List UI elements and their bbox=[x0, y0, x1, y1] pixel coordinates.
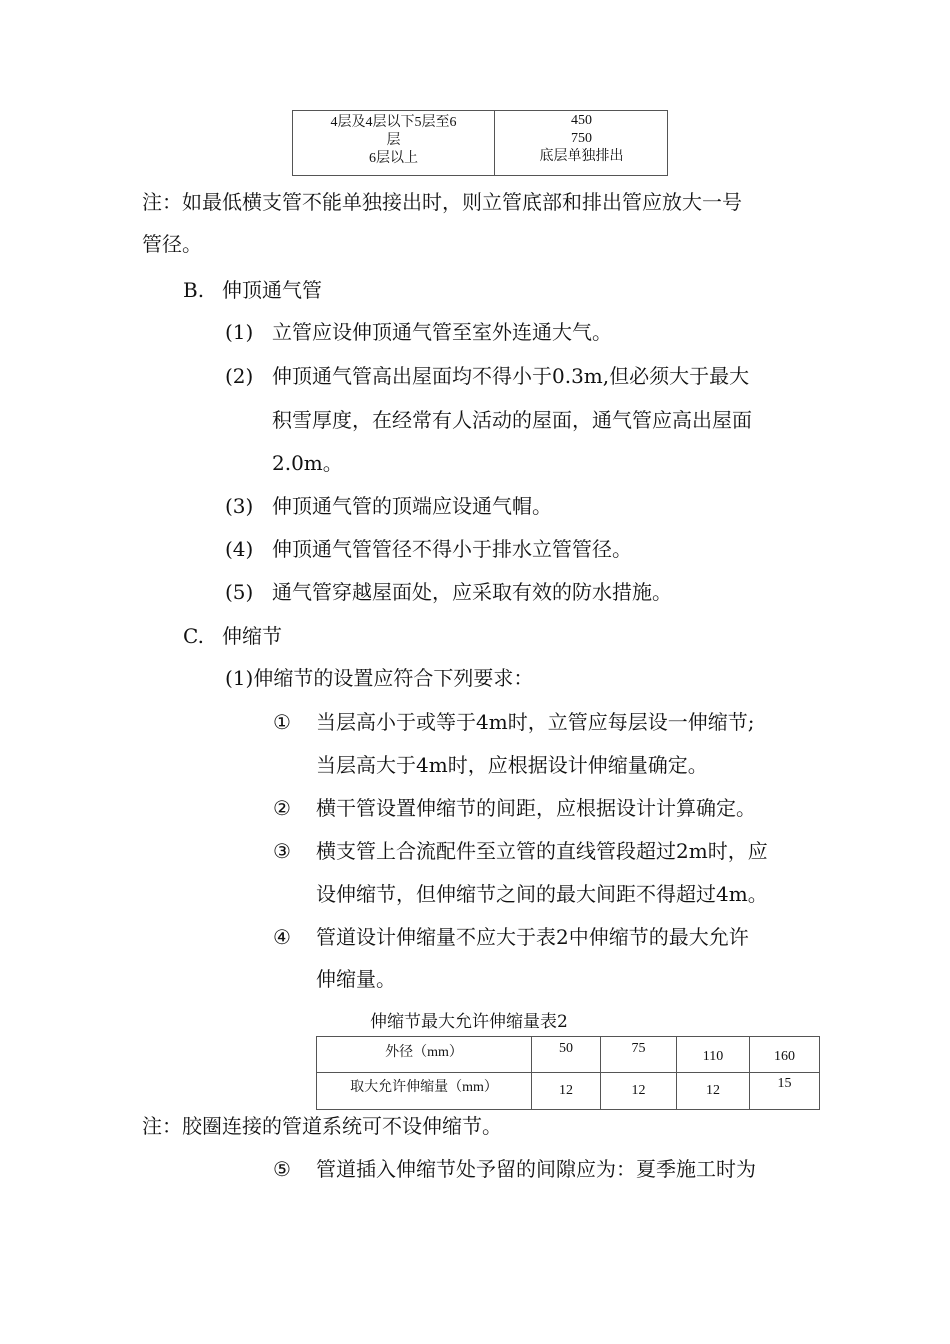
subsection-title: (1)伸缩节的设置应符合下列要求： bbox=[225, 666, 534, 690]
item-number: (3) bbox=[225, 494, 254, 518]
note-line: 管径。 bbox=[142, 232, 202, 256]
row-label: 外径（mm） bbox=[317, 1037, 532, 1073]
cell-line: 450 bbox=[571, 113, 592, 128]
item-text: 伸顶通气管管径不得小于排水立管管径。 bbox=[272, 537, 632, 561]
item-text: 当层高小于或等于4m时，立管应每层设一伸缩节; bbox=[316, 710, 755, 734]
table-cell: 75 bbox=[601, 1037, 677, 1073]
item-number: ④ bbox=[273, 925, 291, 949]
expansion-table bbox=[316, 1036, 820, 1110]
table-cell: 12 bbox=[601, 1073, 677, 1110]
item-number: (2) bbox=[225, 364, 254, 388]
cell-line: 750 bbox=[571, 131, 592, 146]
floor-table bbox=[292, 110, 668, 176]
item-number: ⑤ bbox=[273, 1157, 291, 1181]
item-number: (4) bbox=[225, 537, 254, 561]
table-cell-values bbox=[494, 112, 669, 166]
item-text: 伸顶通气管的顶端应设通气帽。 bbox=[272, 494, 552, 518]
table-cell: 12 bbox=[532, 1073, 601, 1110]
cell-line: 层 bbox=[386, 133, 401, 148]
item-text: 当层高大于4m时，应根据设计伸缩量确定。 bbox=[316, 753, 708, 777]
item-text: 伸顶通气管高出屋面均不得小于0.3m,但必须大于最大 bbox=[272, 364, 750, 388]
note-line: 注：如最低横支管不能单独接出时，则立管底部和排出管应放大一号 bbox=[142, 190, 742, 214]
item-text: 横支管上合流配件至立管的直线管段超过2m时，应 bbox=[316, 839, 768, 863]
section-title: 伸缩节 bbox=[222, 624, 282, 648]
table-cell: 50 bbox=[532, 1037, 601, 1073]
item-text: 横干管设置伸缩节的间距，应根据设计计算确定。 bbox=[316, 796, 756, 820]
table-cell: 15 bbox=[750, 1073, 820, 1110]
section-marker: C. bbox=[183, 624, 204, 648]
row-label: 取大允许伸缩量（mm） bbox=[317, 1073, 532, 1110]
table-caption: 伸缩节最大允许伸缩量表2 bbox=[370, 1012, 568, 1032]
item-text: 伸缩量。 bbox=[316, 967, 396, 991]
table-cell: 12 bbox=[677, 1073, 750, 1110]
item-number: ② bbox=[273, 796, 291, 820]
item-number: ③ bbox=[273, 839, 291, 863]
section-marker: B. bbox=[183, 278, 205, 302]
cell-line: 底层单独排出 bbox=[539, 149, 624, 164]
table-cell: 160 bbox=[750, 1037, 820, 1073]
item-number: (5) bbox=[225, 580, 254, 604]
item-text: 2.0m。 bbox=[272, 451, 343, 475]
cell-line: 6层以上 bbox=[369, 151, 418, 166]
item-number: (1) bbox=[225, 320, 254, 344]
item-number: ① bbox=[273, 710, 291, 734]
section-title: 伸顶通气管 bbox=[222, 278, 322, 302]
table-cell-floors bbox=[293, 114, 494, 168]
note-line: 注：胶圈连接的管道系统可不设伸缩节。 bbox=[142, 1114, 502, 1138]
cell-line: 4层及4层以下5层至6 bbox=[330, 115, 457, 130]
item-text: 积雪厚度，在经常有人活动的屋面，通气管应高出屋面 bbox=[272, 408, 752, 432]
item-text: 管道设计伸缩量不应大于表2中伸缩节的最大允许 bbox=[316, 925, 749, 949]
item-text: 设伸缩节，但伸缩节之间的最大间距不得超过4m。 bbox=[316, 882, 768, 906]
item-text: 立管应设伸顶通气管至室外连通大气。 bbox=[272, 320, 612, 344]
table-cell: 110 bbox=[677, 1037, 750, 1073]
item-text: 通气管穿越屋面处，应采取有效的防水措施。 bbox=[272, 580, 672, 604]
item-text: 管道插入伸缩节处予留的间隙应为：夏季施工时为 bbox=[316, 1157, 756, 1181]
